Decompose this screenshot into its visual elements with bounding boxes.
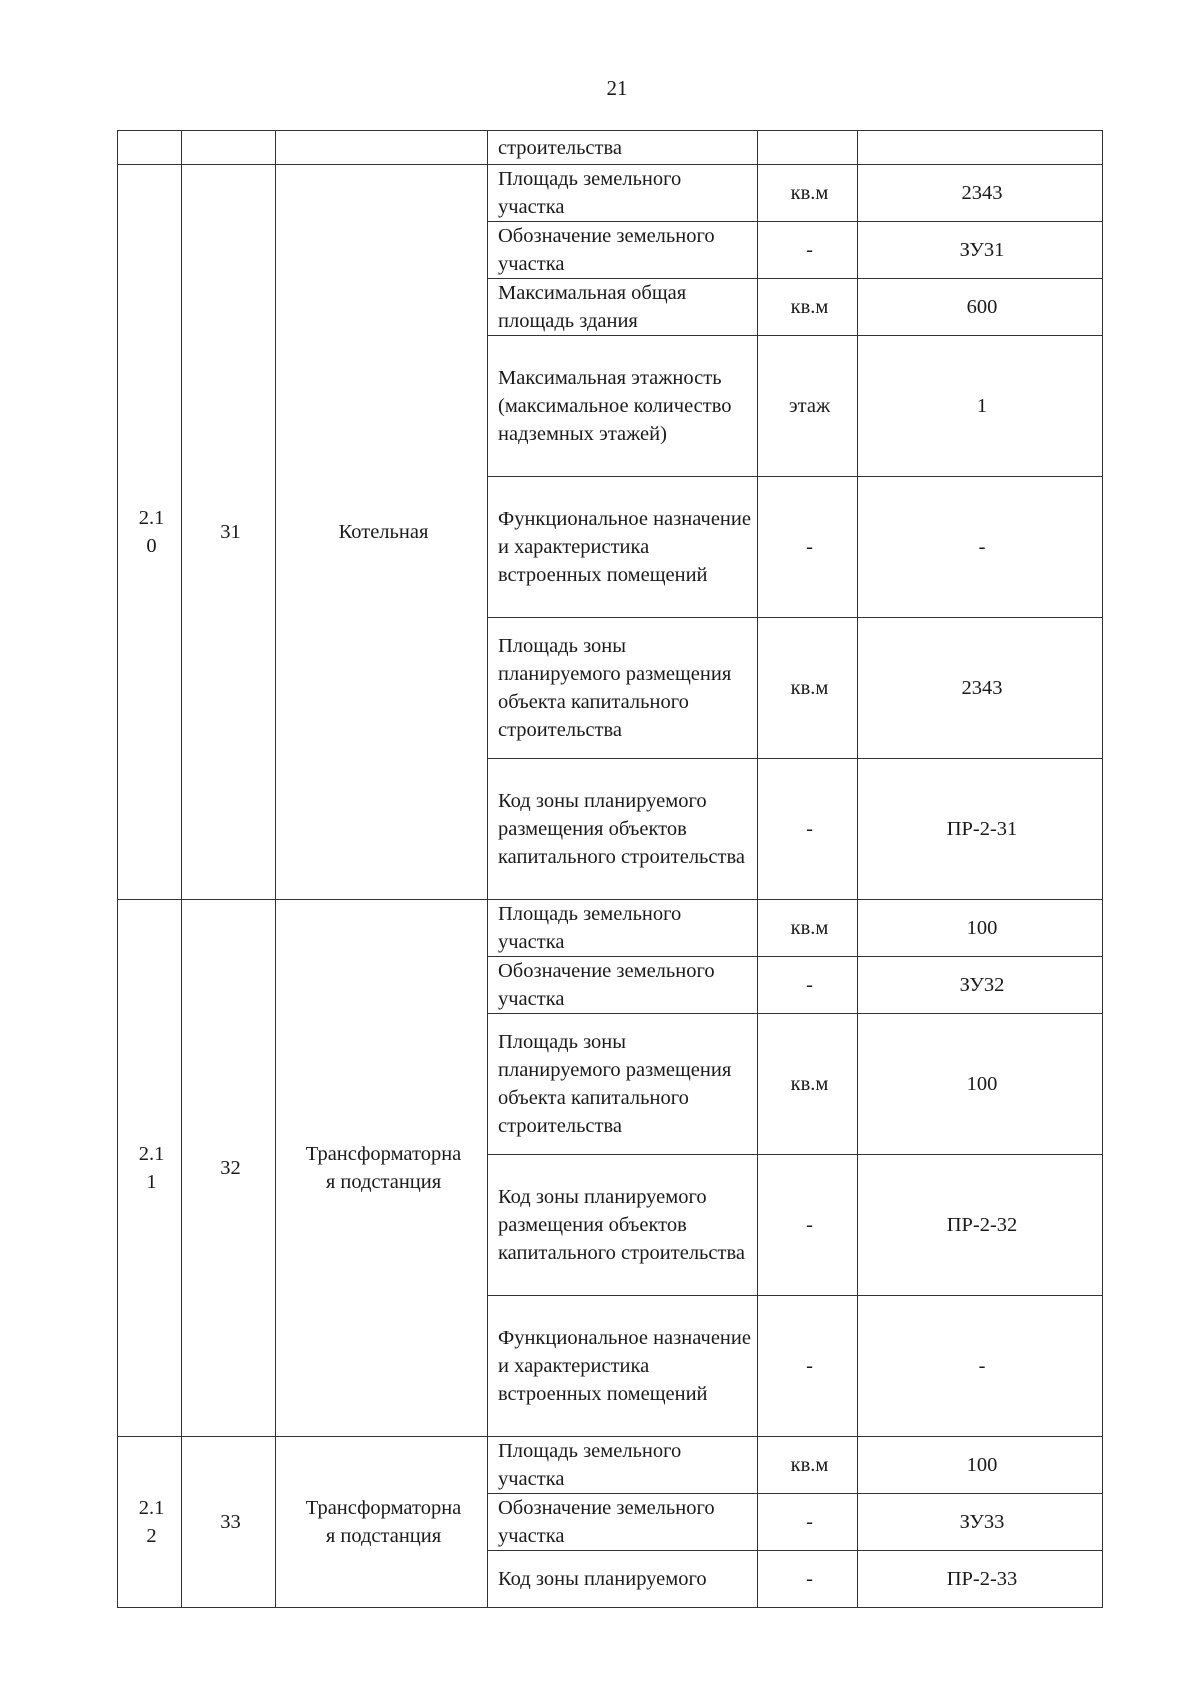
object-id-cell: 33: [182, 1437, 276, 1608]
value-cell: 100: [858, 900, 1103, 957]
unit-cell: кв.м: [758, 1014, 858, 1155]
table-row: [118, 131, 1103, 165]
value-cell: 1: [858, 336, 1103, 477]
table-row: [118, 1437, 1103, 1494]
table-row: [118, 900, 1103, 957]
parameter-cell: Функциональное назначение и характеристика встроенных помещений: [488, 477, 758, 618]
value-cell: 2343: [858, 618, 1103, 759]
value-cell: -: [858, 1296, 1103, 1437]
parameters-table: [117, 130, 1103, 1608]
value-cell: ПР-2-32: [858, 1155, 1103, 1296]
unit-cell: этаж: [758, 336, 858, 477]
page-number: 21: [606, 76, 628, 100]
value-cell: -: [858, 477, 1103, 618]
unit-cell: -: [758, 759, 858, 900]
value-cell: ПР-2-33: [858, 1551, 1103, 1608]
row-number-cell: 2.1 2: [118, 1437, 182, 1608]
parameter-cell: Код зоны планируемого: [488, 1551, 758, 1608]
parameter-cell: Площадь земельного участка: [488, 900, 758, 957]
object-name-cell: Трансформаторна я подстанция: [276, 900, 488, 1437]
unit-cell: [758, 131, 858, 165]
row-number-cell: [118, 131, 182, 165]
parameter-cell: Площадь земельного участка: [488, 1437, 758, 1494]
object-id-cell: 31: [182, 165, 276, 900]
value-cell: 2343: [858, 165, 1103, 222]
parameter-cell: Функциональное назначение и характеристика встроенных помещений: [488, 1296, 758, 1437]
unit-cell: кв.м: [758, 279, 858, 336]
value-cell: [858, 131, 1103, 165]
parameter-cell: Обозначение земельного участка: [488, 1494, 758, 1551]
value-cell: ПР-2-31: [858, 759, 1103, 900]
unit-cell: -: [758, 1296, 858, 1437]
unit-cell: кв.м: [758, 618, 858, 759]
object-id-cell: [182, 131, 276, 165]
unit-cell: -: [758, 1551, 858, 1608]
value-cell: 100: [858, 1437, 1103, 1494]
object-name-cell: [276, 131, 488, 165]
parameter-cell: Площадь земельного участка: [488, 165, 758, 222]
unit-cell: кв.м: [758, 1437, 858, 1494]
table-row: [118, 165, 1103, 222]
parameter-cell: строительства: [488, 131, 758, 165]
unit-cell: кв.м: [758, 900, 858, 957]
parameter-cell: Площадь зоны планируемого размещения объекта капитального строительства: [488, 618, 758, 759]
parameter-cell: Код зоны планируемого размещения объектов капитального строительства: [488, 1155, 758, 1296]
row-number-cell: 2.1 1: [118, 900, 182, 1437]
value-cell: 100: [858, 1014, 1103, 1155]
unit-cell: -: [758, 477, 858, 618]
object-name-cell: Трансформаторна я подстанция: [276, 1437, 488, 1608]
unit-cell: -: [758, 1155, 858, 1296]
unit-cell: -: [758, 1494, 858, 1551]
parameter-cell: Обозначение земельного участка: [488, 222, 758, 279]
parameter-cell: Максимальная этажность (максимальное количество надземных этажей): [488, 336, 758, 477]
unit-cell: кв.м: [758, 165, 858, 222]
unit-cell: -: [758, 222, 858, 279]
row-number-cell: 2.1 0: [118, 165, 182, 900]
parameter-cell: Максимальная общая площадь здания: [488, 279, 758, 336]
parameter-cell: Обозначение земельного участка: [488, 957, 758, 1014]
object-name-cell: Котельная: [276, 165, 488, 900]
unit-cell: -: [758, 957, 858, 1014]
value-cell: ЗУ32: [858, 957, 1103, 1014]
object-id-cell: 32: [182, 900, 276, 1437]
value-cell: 600: [858, 279, 1103, 336]
parameter-cell: Код зоны планируемого размещения объектов капитального строительства: [488, 759, 758, 900]
value-cell: ЗУ31: [858, 222, 1103, 279]
parameter-cell: Площадь зоны планируемого размещения объекта капитального строительства: [488, 1014, 758, 1155]
value-cell: ЗУ33: [858, 1494, 1103, 1551]
